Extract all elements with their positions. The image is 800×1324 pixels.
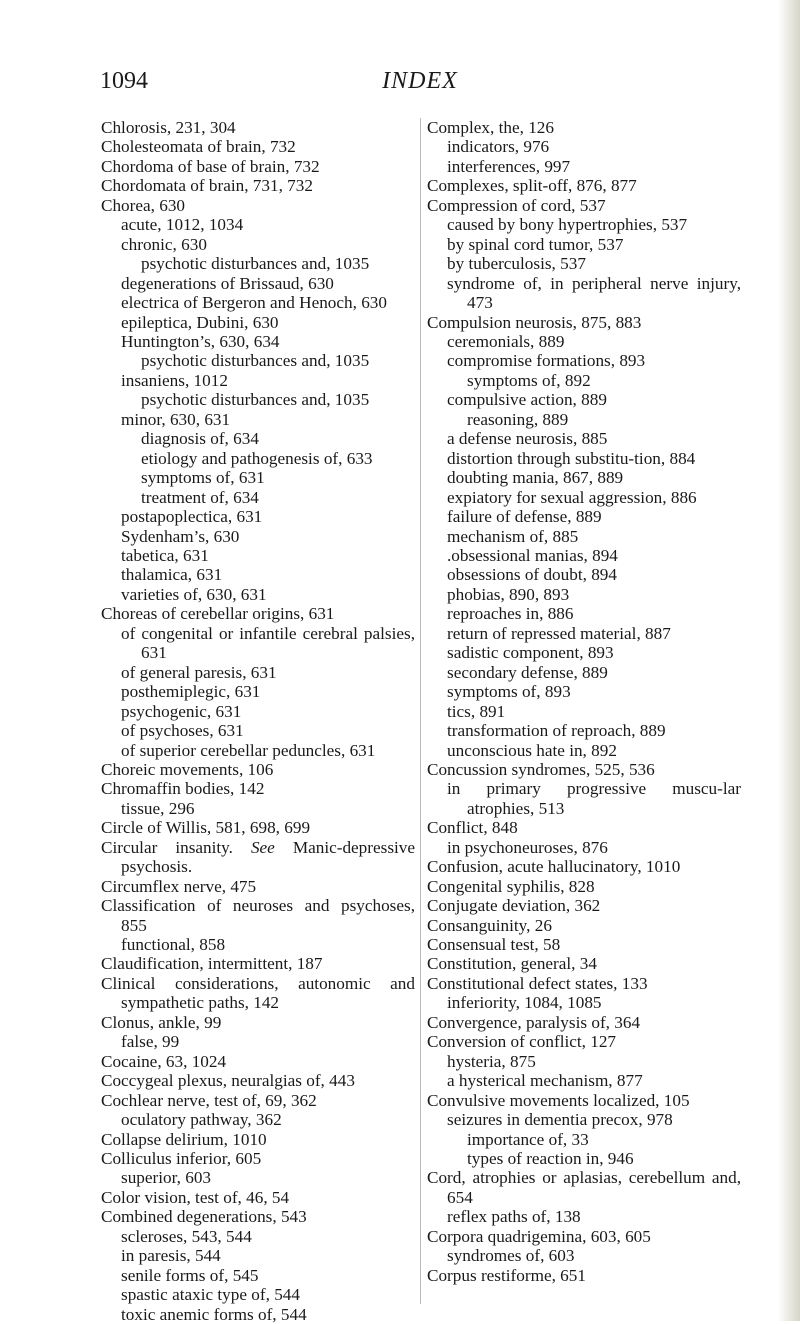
index-entry-text: Coccygeal plexus, neuralgias of, 443 bbox=[101, 1071, 355, 1091]
index-entry bbox=[101, 954, 415, 973]
index-entry bbox=[427, 604, 741, 623]
index-entry-text: transformation of reproach, 889 bbox=[447, 721, 666, 741]
index-entry bbox=[427, 507, 741, 526]
index-entry bbox=[427, 643, 741, 662]
index-entry bbox=[427, 1149, 741, 1168]
index-entry bbox=[101, 546, 415, 565]
index-entry-text: oculatory pathway, 362 bbox=[121, 1110, 282, 1130]
index-entry bbox=[101, 410, 415, 429]
index-entry bbox=[427, 993, 741, 1012]
index-entry bbox=[101, 1168, 415, 1187]
index-entry bbox=[427, 682, 741, 701]
index-entry-text: Conflict, 848 bbox=[427, 818, 518, 838]
index-entry-text: types of reaction in, 946 bbox=[467, 1149, 634, 1169]
index-entry bbox=[101, 565, 415, 584]
index-entry-text: insaniens, 1012 bbox=[121, 370, 228, 390]
index-entry-text: Consensual test, 58 bbox=[427, 935, 561, 955]
index-entry-text: phobias, 890, 893 bbox=[447, 584, 570, 604]
index-entry-text: symptoms of, 892 bbox=[467, 370, 591, 390]
index-entry-text: Classification of neuroses and psychoses, 855 bbox=[101, 896, 415, 935]
index-entry-text: of congenital or infantile cerebral palsies, 631 bbox=[121, 623, 415, 663]
index-entry-text: electrica of Bergeron and Henoch, 630 bbox=[121, 293, 387, 313]
index-entry-text: functional, 858 bbox=[121, 935, 226, 955]
index-entry-text: Corpus restiforme, 651 bbox=[427, 1265, 586, 1285]
index-entry bbox=[101, 585, 415, 604]
index-entry bbox=[427, 137, 741, 156]
index-entry-text: Convulsive movements localized, 105 bbox=[427, 1090, 690, 1110]
index-entry bbox=[101, 1227, 415, 1246]
index-entry-text: mechanism of, 885 bbox=[447, 526, 579, 546]
index-entry bbox=[101, 974, 415, 1013]
index-entry bbox=[101, 1285, 415, 1304]
index-entry-text: Complexes, split-off, 876, 877 bbox=[427, 176, 637, 196]
see-reference-marker: See bbox=[250, 837, 275, 857]
index-entry bbox=[427, 1091, 741, 1110]
index-entry-text: Chlorosis, 231, 304 bbox=[101, 118, 236, 137]
index-entry bbox=[101, 274, 415, 293]
index-column-left bbox=[101, 118, 415, 1324]
index-entry-text: distortion through substitu-tion, 884 bbox=[447, 448, 696, 468]
index-entry-text: psychotic disturbances and, 1035 bbox=[141, 390, 370, 410]
index-entry bbox=[101, 507, 415, 526]
index-entry-text: scleroses, 543, 544 bbox=[121, 1226, 252, 1246]
index-entry-text: interferences, 997 bbox=[447, 156, 571, 176]
index-entry bbox=[101, 702, 415, 721]
index-entry bbox=[101, 1032, 415, 1051]
index-entry-text: indicators, 976 bbox=[447, 137, 550, 157]
index-entry-text: expiatory for sexual aggression, 886 bbox=[447, 487, 697, 507]
index-entry bbox=[101, 488, 415, 507]
index-entry-text: in paresis, 544 bbox=[121, 1246, 221, 1266]
index-entry-text: Conjugate deviation, 362 bbox=[427, 896, 601, 916]
index-entry-text: of general paresis, 631 bbox=[121, 662, 277, 682]
index-entry-text: Clonus, ankle, 99 bbox=[101, 1012, 222, 1032]
index-entry bbox=[101, 896, 415, 935]
index-entry-text: epileptica, Dubini, 630 bbox=[121, 312, 279, 332]
index-entry-text: compromise formations, 893 bbox=[447, 351, 646, 371]
index-entry-text: Circle of Willis, 581, 698, 699 bbox=[101, 818, 311, 838]
index-entry bbox=[101, 196, 415, 215]
index-entry bbox=[427, 1130, 741, 1149]
index-entry bbox=[427, 624, 741, 643]
index-entry-text: Collapse delirium, 1010 bbox=[101, 1129, 267, 1149]
index-entry-text: Confusion, acute hallucinatory, 1010 bbox=[427, 857, 681, 877]
index-entry bbox=[427, 488, 741, 507]
index-entry bbox=[427, 235, 741, 254]
index-entry bbox=[101, 935, 415, 954]
index-entry-text: syndromes of, 603 bbox=[447, 1246, 575, 1266]
index-entry bbox=[427, 721, 741, 740]
index-entry-text: Constitutional defect states, 133 bbox=[427, 973, 648, 993]
index-entry-text: failure of defense, 889 bbox=[447, 507, 602, 527]
index-entry-text: a hysterical mechanism, 877 bbox=[447, 1071, 643, 1091]
index-entry bbox=[427, 1110, 741, 1129]
index-entry-text: treatment of, 634 bbox=[141, 487, 259, 507]
index-entry bbox=[427, 351, 741, 370]
index-entry bbox=[101, 215, 415, 234]
index-entry bbox=[101, 663, 415, 682]
index-entry bbox=[427, 527, 741, 546]
index-entry bbox=[427, 332, 741, 351]
index-entry-text: in primary progressive muscu-lar atrophies, 513 bbox=[447, 779, 741, 818]
index-entry-text: a defense neurosis, 885 bbox=[447, 429, 608, 449]
index-entry bbox=[427, 118, 741, 137]
index-entry bbox=[427, 371, 741, 390]
index-entry-text: tissue, 296 bbox=[121, 798, 195, 818]
index-entry bbox=[101, 877, 415, 896]
index-entry-text: obsessions of doubt, 894 bbox=[447, 565, 617, 585]
page-number: 1094 bbox=[100, 68, 148, 94]
index-entry bbox=[427, 1227, 741, 1246]
index-entry bbox=[101, 760, 415, 779]
index-entry bbox=[427, 254, 741, 273]
index-entry-text: superior, 603 bbox=[121, 1168, 212, 1188]
index-entry bbox=[101, 176, 415, 195]
index-entry bbox=[427, 1168, 741, 1207]
index-entry-text: thalamica, 631 bbox=[121, 565, 223, 585]
index-entry bbox=[427, 974, 741, 993]
index-entry bbox=[101, 779, 415, 798]
index-entry-text: tics, 891 bbox=[447, 701, 506, 721]
index-entry bbox=[427, 176, 741, 195]
index-entry bbox=[101, 818, 415, 837]
index-entry-text: Circular insanity. bbox=[101, 837, 233, 857]
index-entry bbox=[101, 235, 415, 254]
index-entry bbox=[427, 877, 741, 896]
index-entry bbox=[427, 1071, 741, 1090]
index-entry-text: Chordomata of brain, 731, 732 bbox=[101, 176, 313, 196]
index-entry bbox=[101, 390, 415, 409]
index-entry bbox=[101, 682, 415, 701]
page-edge-shadow bbox=[778, 0, 800, 1321]
index-entry-text: doubting mania, 867, 889 bbox=[447, 468, 624, 488]
index-entry-text: spastic ataxic type of, 544 bbox=[121, 1285, 300, 1305]
index-entry bbox=[101, 1130, 415, 1149]
index-entry bbox=[427, 215, 741, 234]
index-entry bbox=[427, 1207, 741, 1226]
index-entry-text: of superior cerebellar peduncles, 631 bbox=[121, 740, 376, 760]
index-entry bbox=[427, 1246, 741, 1265]
index-entry bbox=[101, 118, 415, 137]
index-entry-text: Cocaine, 63, 1024 bbox=[101, 1051, 227, 1071]
index-entry bbox=[101, 741, 415, 760]
index-entry-text: acute, 1012, 1034 bbox=[121, 215, 244, 235]
index-entry-text: by tuberculosis, 537 bbox=[447, 254, 586, 274]
index-entry-text: degenerations of Brissaud, 630 bbox=[121, 273, 334, 293]
index-entry-text: inferiority, 1084, 1085 bbox=[447, 993, 602, 1013]
index-entry bbox=[427, 585, 741, 604]
index-entry-text: tabetica, 631 bbox=[121, 545, 209, 565]
index-entry bbox=[101, 468, 415, 487]
index-entry bbox=[427, 390, 741, 409]
index-entry-text: syndrome of, in peripheral nerve injury, 473 bbox=[447, 273, 741, 313]
index-entry-text: minor, 630, 631 bbox=[121, 409, 231, 429]
index-entry-text: of psychoses, 631 bbox=[121, 721, 244, 741]
index-entry bbox=[101, 351, 415, 370]
index-entry bbox=[427, 546, 741, 565]
index-entry-text: .obsessional manias, 894 bbox=[447, 545, 618, 565]
index-entry bbox=[101, 527, 415, 546]
index-entry-text: Circumflex nerve, 475 bbox=[101, 876, 257, 896]
index-entry bbox=[427, 954, 741, 973]
index-entry bbox=[427, 663, 741, 682]
index-entry-text: Choreic movements, 106 bbox=[101, 759, 274, 779]
index-entry bbox=[101, 604, 415, 623]
index-entry bbox=[101, 429, 415, 448]
page-header bbox=[100, 66, 740, 96]
index-entry-text: Complex, the, 126 bbox=[427, 118, 554, 137]
index-entry bbox=[101, 1188, 415, 1207]
index-entry-text: symptoms of, 631 bbox=[141, 468, 265, 488]
index-entry-text: Compulsion neurosis, 875, 883 bbox=[427, 312, 642, 332]
index-entry bbox=[101, 838, 415, 877]
index-entry-text: return of repressed material, 887 bbox=[447, 623, 671, 643]
index-entry-text: etiology and pathogenesis of, 633 bbox=[141, 448, 373, 468]
index-entry bbox=[427, 196, 741, 215]
index-entry-text: Corpora quadrigemina, 603, 605 bbox=[427, 1226, 651, 1246]
index-entry-text: compulsive action, 889 bbox=[447, 390, 607, 410]
index-entry-text: Concussion syndromes, 525, 536 bbox=[427, 759, 655, 779]
cross-reference-target: Manic-depressive psychosis. bbox=[121, 837, 416, 877]
index-entry bbox=[427, 779, 741, 818]
index-entry bbox=[427, 1032, 741, 1051]
index-entry-text: seizures in dementia precox, 978 bbox=[447, 1110, 673, 1130]
index-entry-text: secondary defense, 889 bbox=[447, 662, 608, 682]
index-entry-text: unconscious hate in, 892 bbox=[447, 740, 617, 760]
index-entry-text: by spinal cord tumor, 537 bbox=[447, 234, 624, 254]
index-entry bbox=[427, 429, 741, 448]
index-entry bbox=[427, 1013, 741, 1032]
index-entry bbox=[427, 1266, 741, 1285]
index-entry-text: diagnosis of, 634 bbox=[141, 429, 259, 449]
index-entry bbox=[101, 332, 415, 351]
index-entry bbox=[101, 1071, 415, 1090]
index-entry-text: Chromaffin bodies, 142 bbox=[101, 779, 265, 799]
index-entry-text: senile forms of, 545 bbox=[121, 1265, 259, 1285]
index-entry bbox=[101, 157, 415, 176]
index-entry bbox=[101, 721, 415, 740]
index-entry bbox=[427, 916, 741, 935]
index-entry bbox=[101, 799, 415, 818]
index-entry-text: sadistic component, 893 bbox=[447, 643, 614, 663]
index-entry bbox=[101, 1013, 415, 1032]
index-entry bbox=[101, 137, 415, 156]
index-entry-text: hysteria, 875 bbox=[447, 1051, 536, 1071]
index-entry-text: Conversion of conflict, 127 bbox=[427, 1032, 617, 1052]
index-entry-text: Cord, atrophies or aplasias, cerebellum and, 654 bbox=[427, 1168, 741, 1207]
index-entry-text: importance of, 33 bbox=[467, 1129, 589, 1149]
index-entry-text: Choreas of cerebellar origins, 631 bbox=[101, 604, 335, 624]
index-entry-text: in psychoneuroses, 876 bbox=[447, 837, 608, 857]
index-entry-text: toxic anemic forms of, 544 bbox=[121, 1304, 307, 1324]
index-entry bbox=[427, 449, 741, 468]
index-entry bbox=[101, 1091, 415, 1110]
index-entry bbox=[101, 371, 415, 390]
index-entry-text: Huntington’s, 630, 634 bbox=[121, 331, 280, 351]
index-entry bbox=[427, 741, 741, 760]
index-entry-text: postapoplectica, 631 bbox=[121, 507, 263, 527]
running-head: INDEX bbox=[382, 68, 458, 94]
index-entry-text: reproaches in, 886 bbox=[447, 604, 574, 624]
index-entry-text: chronic, 630 bbox=[121, 234, 207, 254]
index-entry bbox=[427, 565, 741, 584]
index-entry bbox=[427, 157, 741, 176]
index-entry bbox=[427, 274, 741, 313]
index-entry-text: posthemiplegic, 631 bbox=[121, 682, 261, 702]
index-entry bbox=[101, 449, 415, 468]
index-entry-text: psychogenic, 631 bbox=[121, 701, 242, 721]
index-entry bbox=[101, 313, 415, 332]
index-entry-text: symptoms of, 893 bbox=[447, 682, 571, 702]
index-entry-text: Congenital syphilis, 828 bbox=[427, 876, 595, 896]
index-column-right bbox=[427, 118, 741, 1285]
index-entry-text: reasoning, 889 bbox=[467, 409, 569, 429]
index-entry bbox=[101, 1052, 415, 1071]
index-entry bbox=[427, 838, 741, 857]
index-entry-text: false, 99 bbox=[121, 1032, 180, 1052]
index-entry-text: psychotic disturbances and, 1035 bbox=[141, 351, 370, 371]
index-entry bbox=[427, 468, 741, 487]
index-entry bbox=[101, 1110, 415, 1129]
index-entry bbox=[427, 818, 741, 837]
index-entry-text: psychotic disturbances and, 1035 bbox=[141, 254, 370, 274]
index-entry bbox=[427, 935, 741, 954]
index-entry bbox=[427, 313, 741, 332]
index-entry-text: Consanguinity, 26 bbox=[427, 915, 552, 935]
index-entry-text: varieties of, 630, 631 bbox=[121, 584, 267, 604]
index-entry bbox=[101, 293, 415, 312]
index-entry-text: Combined degenerations, 543 bbox=[101, 1207, 307, 1227]
index-entry bbox=[101, 624, 415, 663]
index-entry-text: Compression of cord, 537 bbox=[427, 195, 606, 215]
index-entry bbox=[427, 1052, 741, 1071]
index-entry bbox=[427, 760, 741, 779]
index-entry-text: Cochlear nerve, test of, 69, 362 bbox=[101, 1090, 317, 1110]
index-entry bbox=[427, 896, 741, 915]
index-entry bbox=[427, 702, 741, 721]
index-entry-text: caused by bony hypertrophies, 537 bbox=[447, 215, 688, 235]
index-entry-text: Color vision, test of, 46, 54 bbox=[101, 1187, 290, 1207]
index-entry-text: Convergence, paralysis of, 364 bbox=[427, 1012, 641, 1032]
index-entry bbox=[101, 254, 415, 273]
index-entry-text: ceremonials, 889 bbox=[447, 331, 565, 351]
index-entry bbox=[427, 410, 741, 429]
index-entry-text: Constitution, general, 34 bbox=[427, 954, 597, 974]
index-entry bbox=[101, 1305, 415, 1324]
index-entry-text: Cholesteomata of brain, 732 bbox=[101, 137, 296, 157]
index-entry bbox=[101, 1246, 415, 1265]
index-entry-text: Chorea, 630 bbox=[101, 195, 186, 215]
index-entry bbox=[101, 1266, 415, 1285]
index-entry bbox=[101, 1149, 415, 1168]
index-entry bbox=[101, 1207, 415, 1226]
index-entry-text: Sydenham’s, 630 bbox=[121, 526, 240, 546]
index-entry-text: Claudification, intermittent, 187 bbox=[101, 954, 323, 974]
index-entry-text: Colliculus inferior, 605 bbox=[101, 1149, 262, 1169]
index-entry-text: Clinical considerations, autonomic and sympathetic paths, 142 bbox=[101, 973, 415, 1013]
index-entry-text: reflex paths of, 138 bbox=[447, 1207, 581, 1227]
index-entry bbox=[427, 857, 741, 876]
index-entry-text: Chordoma of base of brain, 732 bbox=[101, 156, 320, 176]
